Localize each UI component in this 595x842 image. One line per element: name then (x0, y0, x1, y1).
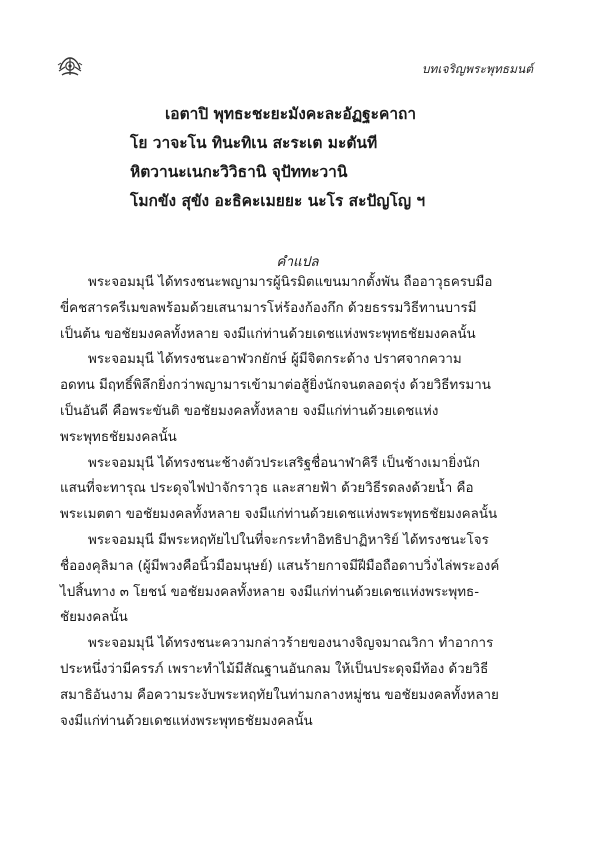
text-line: เป็นอันดี คือพระขันติ ขอชัยมงคลทั้งหลาย จงมีแก่ท่านด้วยเดชแห่ง (60, 403, 439, 419)
paragraph (60, 631, 540, 734)
text-line: ขี่คชสารครีเมขลพร้อมด้วยเสนามารโห่ร้องก้องกึก ด้วยธรรมวิธีทานบารมี (60, 300, 477, 316)
text-line: พระจอมมุนี ได้ทรงชนะพญามารผู้นิรมิตแขนมากตั้งพัน ถืออาวุธครบมือ (88, 275, 493, 290)
text-line: พระจอมมุนี ได้ทรงชนะช้างตัวประเสริฐชื่อนาฬาคิรี เป็นช้างเมายิ่งนัก (88, 455, 480, 471)
text-line: ไปสิ้นทาง ๓ โยชน์ ขอชัยมงคลทั้งหลาย จงมีแก่ท่านด้วยเดชแห่งพระพุทธ- (60, 584, 480, 600)
text-line: ประหนึ่งว่ามีครรภ์ เพราะทำไม้มีสัณฐานอันกลม ให้เป็นประดุจมีท้อง ด้วยวิธี (60, 661, 489, 677)
verse-line: หิตวานะเนกะวิวิธานิ จุปัททะวานิ (130, 163, 348, 181)
header-title: บทเจริญพระพุทธมนต์ (421, 62, 533, 76)
paragraph (60, 270, 540, 347)
verse-line: โย วาจะโน ทินะทิเน สะระเต มะตันที (130, 134, 378, 152)
text-line: จงมีแก่ท่านด้วยเดชแห่งพระพุทธชัยมงคลนั้น (60, 713, 313, 729)
text-line: ชัยมงคลนั้น (60, 610, 128, 626)
royal-emblem-icon (56, 55, 84, 79)
paragraph (60, 528, 540, 631)
paragraph (60, 347, 540, 450)
pali-verse (0, 100, 595, 216)
text-line: ชื่อองคุลิมาล (ผู้มีพวงคือนิ้วมือมนุษย์) แสนร้ายกาจมีฝีมือถือดาบวิ่งไล่พระองค์ (60, 558, 500, 574)
text-line: สมาธิอันงาม คือความระงับพระหฤทัยในท่ามกลางหมู่ชน ขอชัยมงคลทั้งหลาย (60, 687, 499, 703)
verse-line: โมกขัง สุขัง อะธิคะเมยยะ นะโร สะปัญโญ ฯ (130, 192, 426, 210)
paragraph (60, 451, 540, 528)
text-line: พระพุทธชัยมงคลนั้น (60, 429, 177, 445)
translation-body (60, 270, 540, 734)
text-line: พระจอมมุนี มีพระหฤทัยไปในที่จะกระทำอิทธิปาฏิหาริย์ ได้ทรงชนะโจร (88, 532, 489, 548)
translation-heading: คำแปล (276, 254, 319, 270)
text-line: อดทน มีฤทธิ์พิลึกยิ่งกว่าพญามารเข้ามาต่อสู้ยิ่งนักจนตลอดรุ่ง ด้วยวิธีทรมาน (60, 378, 491, 394)
text-line: แสนที่จะทารุณ ประดุจไฟป่าจักราวุธ และสายฟ้า ด้วยวิธีรดลงด้วยน้ำ คือ (60, 481, 474, 497)
text-line: พระเมตตา ขอชัยมงคลทั้งหลาย จงมีแก่ท่านด้วยเดชแห่งพระพุทธชัยมงคลนั้น (60, 507, 498, 523)
text-line: พระจอมมุนี ได้ทรงชนะอาฬวกยักษ์ ผู้มีจิตกระด้าง ปราศจากความ (88, 352, 462, 368)
text-line: พระจอมมุนี ได้ทรงชนะความกล่าวร้ายของนางจิญจมาณวิกา ทำอาการ (88, 636, 494, 652)
text-line: เป็นต้น ขอชัยมงคลทั้งหลาย จงมีแก่ท่านด้วยเดชแห่งพระพุทธชัยมงคลนั้น (60, 326, 476, 342)
verse-line: เอตาปิ พุทธะชะยะมังคะละอัฏฐะคาถา (165, 105, 417, 123)
